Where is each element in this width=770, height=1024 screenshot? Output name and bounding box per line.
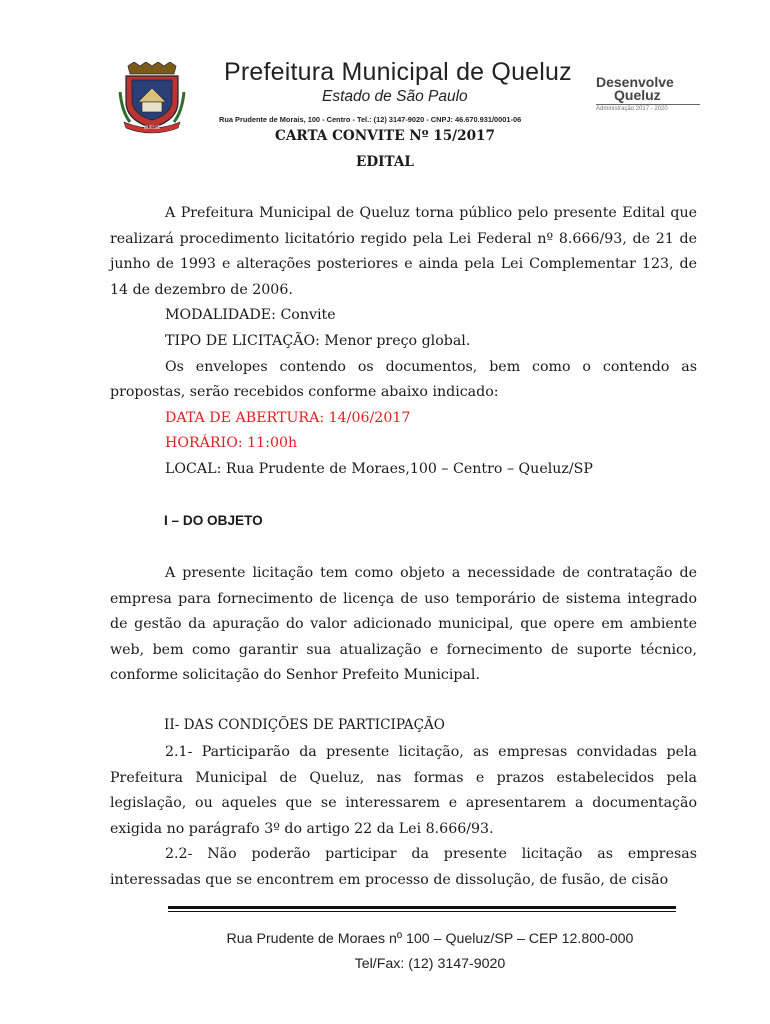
crest-banner-text: QUELUZ [143,125,161,130]
data-abertura-line: DATA DE ABERTURA: 14/06/2017 [165,409,411,426]
brand-line-2: Queluz [614,87,661,103]
section-2-heading: II- DAS CONDIÇÕES DE PARTICIPAÇÃO [164,717,445,733]
footer-address: Rua Prudente de Moraes nº 100 – Queluz/SP – CEP 12.800-000 [226,931,634,947]
item-2-1-paragraph: 2.1- Participarão da presente licitação, as empresas convidadas pela Prefeitura Municipal de Queluz, nas formas e prazos estabelecidos pela legislação, ou aqueles que se interessarem e apresentarem a documentação exigida no parágrafo 3º do artigo 22 da Lei 8.666/93. [110,744,697,837]
modalidade-line: MODALIDADE: Convite [165,307,336,324]
header-address: Rua Prudente de Morais, 100 - Centro - Tel.: (12) 3147-9020 - CNPJ: 46.670.931/0001-06 [219,115,522,124]
footer-divider-thin [168,911,676,912]
item-2-2-paragraph: 2.2- Não poderão participar da presente licitação as empresas interessadas que se encontrem em processo de dissolução, de fusão, de cisão [110,846,697,888]
municipal-crest-logo [118,62,186,134]
document-title: CARTA CONVITE Nº 15/2017 [275,128,495,144]
document-subtitle: EDITAL [356,154,414,170]
footer-divider-thick [168,906,676,909]
brand-divider [596,104,700,105]
desenvolve-queluz-logo [596,74,704,112]
brand-line-3: Administração 2017 - 2020 [596,106,668,112]
header-title: Prefeitura Municipal de Queluz [224,58,572,86]
header-subtitle: Estado de São Paulo [322,88,468,105]
local-line: LOCAL: Rua Prudente de Moraes,100 – Centro – Queluz/SP [165,460,593,477]
envelopes-paragraph: Os envelopes contendo os documentos, bem como o contendo as propostas, serão recebidos conforme abaixo indicado: [110,358,697,401]
section-1-paragraph: A presente licitação tem como objeto a necessidade de contratação de empresa para fornecimento de licença de uso temporário de sistema integrado de gestão da apuração do valor adicionado municipal, que opere em ambiente web, bem como garantir sua atualização e fornecimento de suporte técnico, conforme solicitação do Senhor Prefeito Municipal. [110,565,697,684]
section-1-block [110,561,697,689]
footer-phone: Tel/Fax: (12) 3147-9020 [354,956,506,972]
intro-paragraph: A Prefeitura Municipal de Queluz torna público pelo presente Edital que realizará procedimento licitatório regido pela Lei Federal nº 8.666/93, de 21 de junho de 1993 e alterações posteriores e ainda pela Lei Complementar 123, de 14 de dezembro de 2006. [110,205,697,298]
section-2-block [110,740,697,894]
horario-line: HORÁRIO: 11:00h [165,435,298,452]
brand-line-1: Desenvolve [596,74,674,90]
tipo-licitacao-line: TIPO DE LICITAÇÃO: Menor preço global. [165,332,471,349]
section-1-heading: I – DO OBJETO [164,513,263,528]
intro-block [110,201,697,483]
